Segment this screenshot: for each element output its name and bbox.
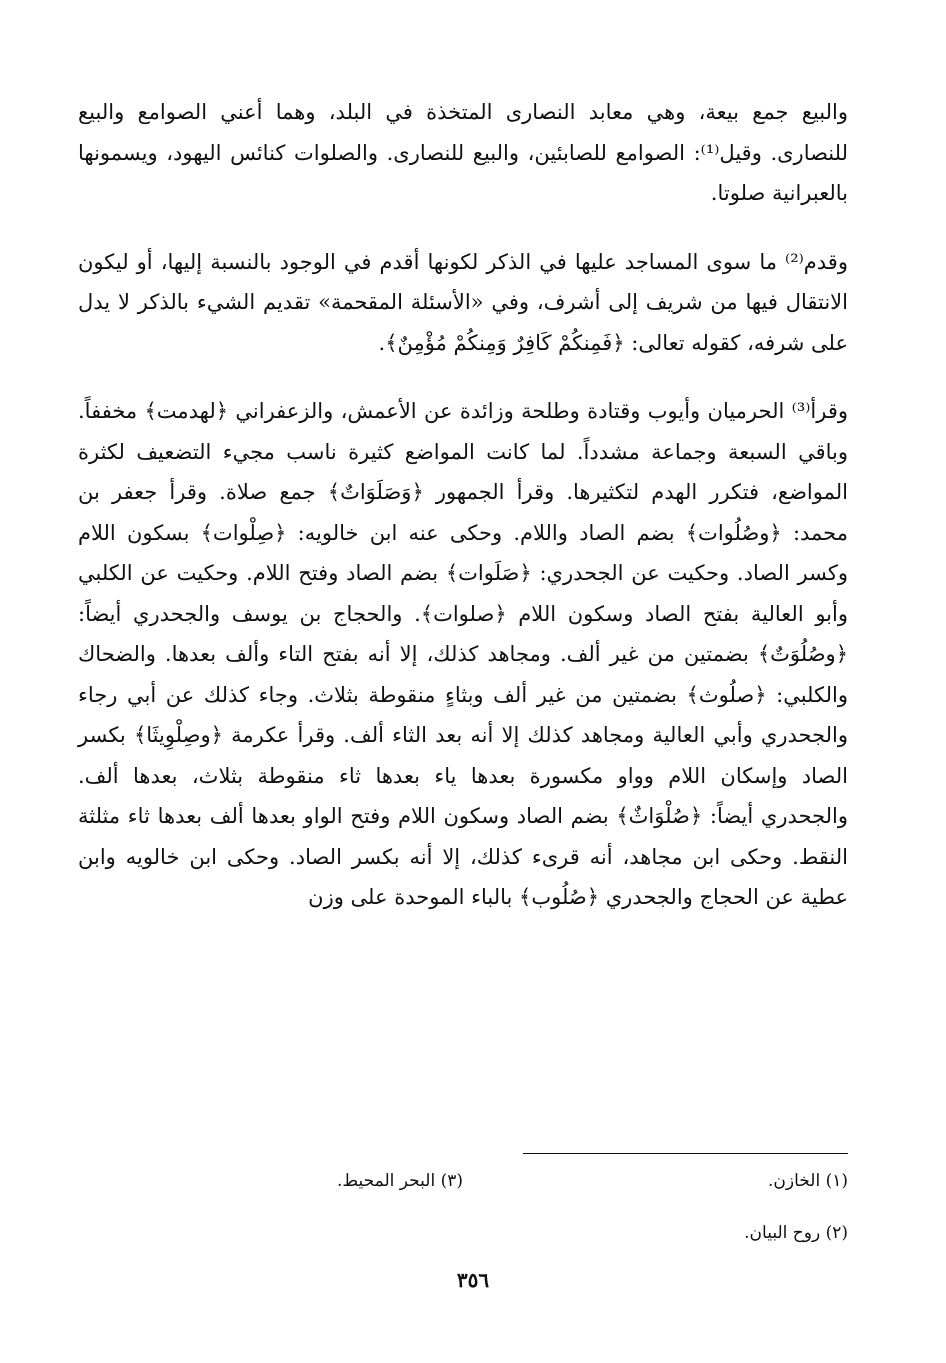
paragraph-1: والبيع جمع بيعة، وهي معابد النصارى المتخذة في البلد، وهما أعني الصوامع والبيع للنصارى. وقيل⁽¹⁾: الصوامع للصابئين، والبيع للنصارى. والصلوات كنائس اليهود، ويسمونها بالعبرانية صلوتا.: [78, 100, 848, 205]
footnote-separator: [523, 1153, 848, 1154]
footnote-row: [78, 1168, 848, 1220]
footnote-3: (٣) البحر المحيط.: [337, 1171, 463, 1191]
paragraph-2: وقدم⁽²⁾ ما سوى المساجد عليها في الذكر لكونها أقدم في الوجود بالنسبة إليها، أو ليكون الانتقال فيها من شريف إلى أشرف، وفي «الأسئلة المقحمة» تقديم الشيء بالذكر لا يدل على شرفه، كقوله تعالى: ﴿فَمِنكُمْ كَافِرٌ وَمِنكُمْ مُؤْمِنٌ﴾.: [78, 249, 848, 355]
paragraph-3: وقرأ⁽³⁾ الحرميان وأيوب وقتادة وطلحة وزائدة عن الأعمش، والزعفراني ﴿لهدمت﴾ مخففاً. وباقي السبعة وجماعة مشدداً. لما كانت المواضع كثيرة ناسب مجيء التضعيف لكثرة المواضع، فتكرر الهدم لتكثيرها. وقرأ الجمهور ﴿وَصَلَوَاتٌ﴾ جمع صلاة. وقرأ جعفر بن محمد: ﴿وصُلُوات﴾ بضم الصاد واللام. وحكى عنه ابن خالويه: ﴿صِلْوات﴾ بسكون اللام وكسر الصاد. وحكيت عن الجحدري: ﴿صَلَوات﴾ بضم الصاد وفتح اللام. وحكيت عن الكلبي وأبو العالية بفتح الصاد وسكون اللام ﴿صلوات﴾. والحجاج بن يوسف والجحدري أيضاً: ﴿وصُلُوَتٌ﴾ بضمتين من غير ألف. ومجاهد كذلك، إلا أنه بفتح التاء وألف بعدها. والضحاك والكلبي: ﴿صلُوث﴾ بضمتين من غير ألف وبثاءٍ منقوطة بثلاث. وجاء كذلك عن أبي رجاء والجحدري وأبي العالية ومجاهد كذلك إلا أنه بعد الثاء ألف. وقرأ عكرمة ﴿وصِلْوِيثَا﴾ بكسر الصاد وإسكان اللام وواو مكسورة بعدها ياء بعدها ثاء منقوطة بثلاث، بعدها ألف. والجحدري أيضاً: ﴿صُلْوَاثٌ﴾ بضم الصاد وسكون اللام وفتح الواو بعدها ألف بعدها ثاء مثلثة النقط. وحكى ابن مجاهد، أنه قرىء كذلك، إلا أنه بكسر الصاد. وحكى ابن خالويه وابن عطية عن الحجاج والجحدري ﴿صُلُوب﴾ بالباء الموحدة على وزن: [78, 399, 848, 909]
main-text-body: [78, 92, 848, 918]
footnotes: [78, 1168, 848, 1246]
footnote-2: (٢) روح البيان.: [744, 1223, 848, 1243]
page-number: ٣٥٦: [456, 1268, 490, 1292]
footnote-1: (١) الخازن.: [768, 1171, 848, 1191]
footnote-row: [78, 1220, 848, 1246]
